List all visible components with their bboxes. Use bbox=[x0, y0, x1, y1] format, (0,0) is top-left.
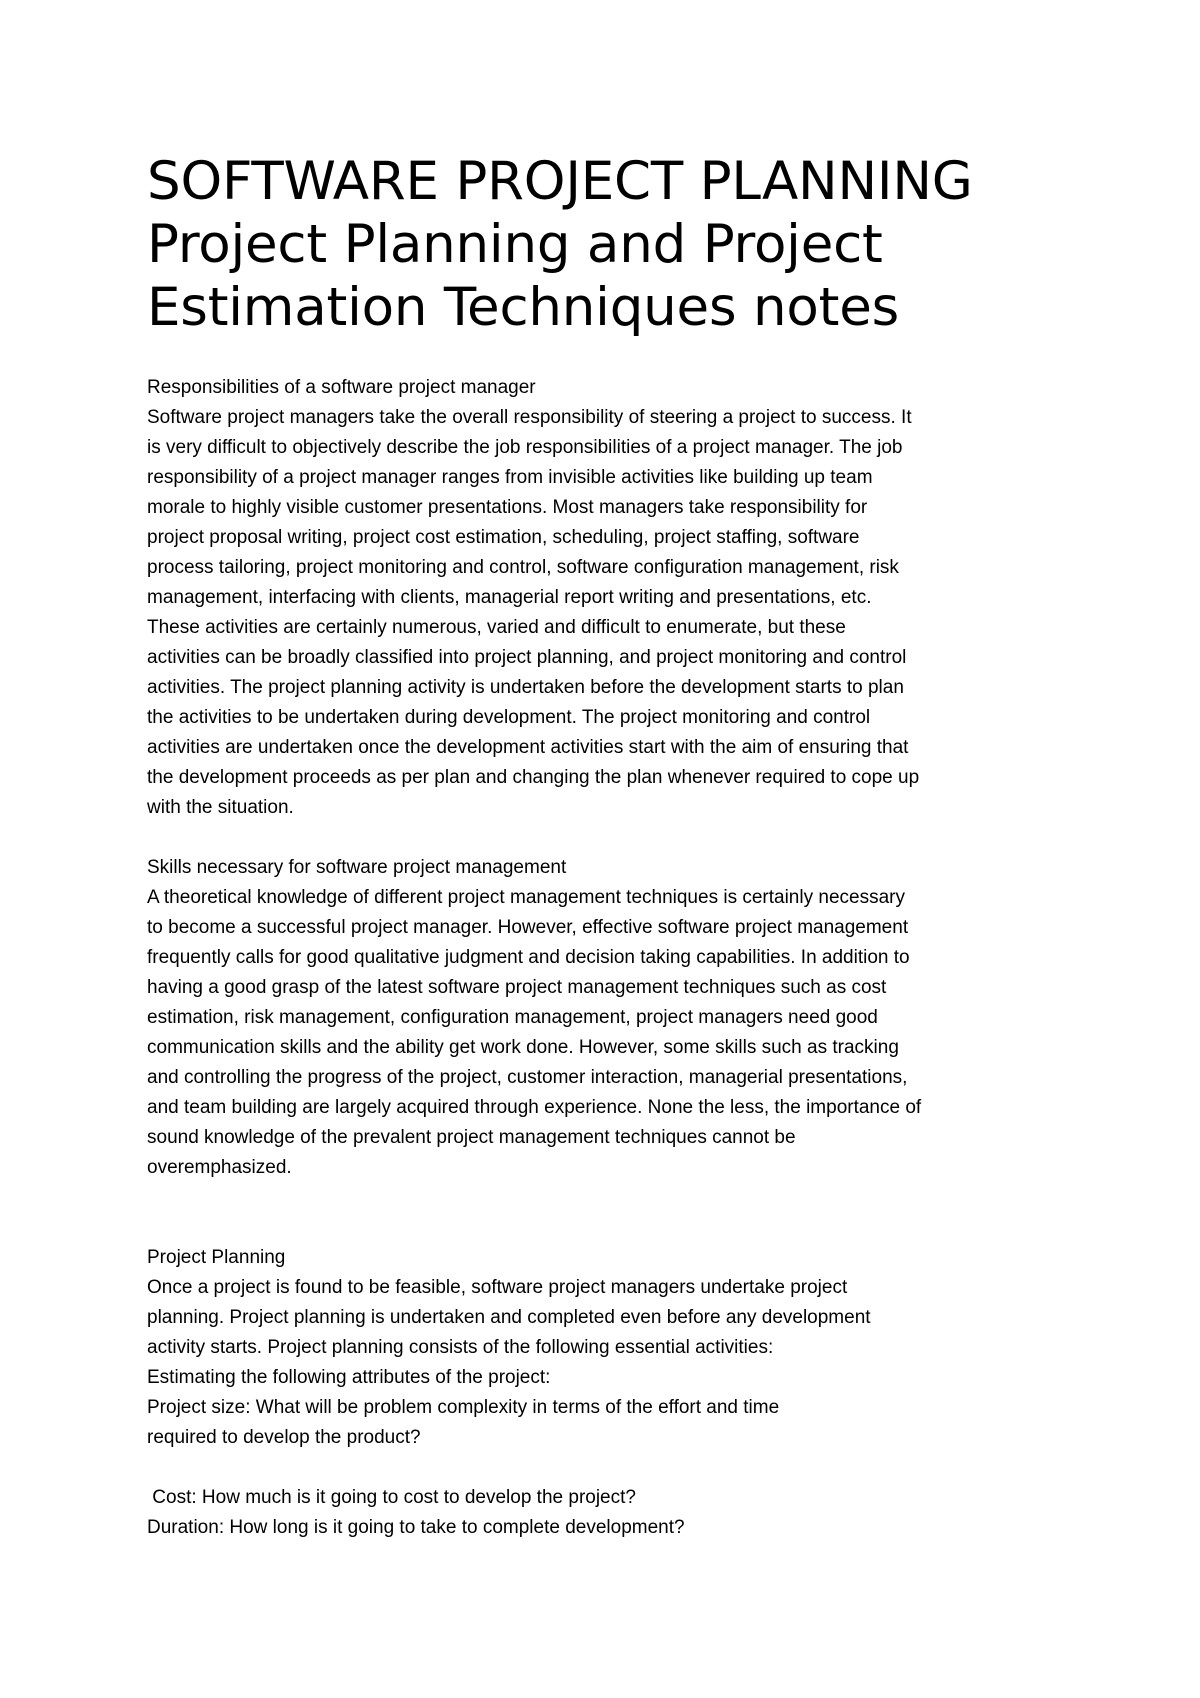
text-line: having a good grasp of the latest software project management techniques such as cost bbox=[147, 977, 887, 998]
text-line: to become a successful project manager. However, effective software project management bbox=[147, 917, 909, 938]
text-line: activities are undertaken once the development activities start with the aim of ensuring that bbox=[147, 737, 909, 758]
text-line: responsibility of a project manager ranges from invisible activities like building up team bbox=[147, 467, 873, 488]
text-line: process tailoring, project monitoring and control, software configuration management, risk bbox=[147, 557, 899, 578]
text-line: activities. The project planning activity is undertaken before the development starts to plan bbox=[147, 677, 904, 698]
title-line: Project Planning and Project bbox=[147, 214, 883, 275]
text-line: and team building are largely acquired through experience. None the less, the importance of bbox=[147, 1097, 922, 1118]
text-line: activity starts. Project planning consists of the following essential activities: bbox=[147, 1337, 774, 1358]
section-heading: Skills necessary for software project management bbox=[147, 857, 567, 878]
text-line: planning. Project planning is undertaken and completed even before any development bbox=[147, 1307, 871, 1328]
text-line: required to develop the product? bbox=[147, 1427, 421, 1448]
text-line: project proposal writing, project cost estimation, scheduling, project staffing, software bbox=[147, 527, 860, 548]
paragraph bbox=[147, 1273, 1067, 1453]
text-line: overemphasized. bbox=[147, 1157, 292, 1178]
section-heading: Project Planning bbox=[147, 1247, 286, 1268]
paragraph-spacer bbox=[147, 1183, 1067, 1243]
paragraph bbox=[147, 883, 1067, 1183]
text-line: A theoretical knowledge of different project management techniques is certainly necessary bbox=[147, 887, 905, 908]
text-line: morale to highly visible customer presentations. Most managers take responsibility for bbox=[147, 497, 868, 518]
title-line: Estimation Techniques notes bbox=[147, 277, 900, 338]
title-line: SOFTWARE PROJECT PLANNING bbox=[147, 151, 973, 212]
text-line: Project size: What will be problem complexity in terms of the effort and time bbox=[147, 1397, 780, 1418]
text-line: frequently calls for good qualitative judgment and decision taking capabilities. In addition to bbox=[147, 947, 910, 968]
paragraph bbox=[147, 403, 1067, 823]
document-content bbox=[147, 150, 1067, 1543]
text-line: Software project managers take the overall responsibility of steering a project to success. It bbox=[147, 407, 912, 428]
text-line: and controlling the progress of the project, customer interaction, managerial presentations, bbox=[147, 1067, 908, 1088]
paragraph bbox=[147, 1483, 1067, 1543]
text-line: the activities to be undertaken during development. The project monitoring and control bbox=[147, 707, 871, 728]
text-line: with the situation. bbox=[147, 797, 294, 818]
text-line: communication skills and the ability get work done. However, some skills such as tracking bbox=[147, 1037, 899, 1058]
section-heading: Responsibilities of a software project manager bbox=[147, 377, 536, 398]
paragraph-spacer bbox=[147, 823, 1067, 853]
text-line: estimation, risk management, configuration management, project managers need good bbox=[147, 1007, 878, 1028]
text-line: Duration: How long is it going to take to complete development? bbox=[147, 1517, 685, 1538]
text-line: management, interfacing with clients, managerial report writing and presentations, etc. bbox=[147, 587, 872, 608]
text-line: Once a project is found to be feasible, software project managers undertake project bbox=[147, 1277, 848, 1298]
text-line: is very difficult to objectively describe the job responsibilities of a project manager. The job bbox=[147, 437, 903, 458]
section-responsibilities bbox=[147, 373, 1067, 823]
document-title bbox=[147, 150, 1067, 339]
text-line: sound knowledge of the prevalent project management techniques cannot be bbox=[147, 1127, 796, 1148]
paragraph-spacer bbox=[147, 1453, 1067, 1483]
text-line: These activities are certainly numerous, varied and difficult to enumerate, but these bbox=[147, 617, 846, 638]
text-line: activities can be broadly classified into project planning, and project monitoring and control bbox=[147, 647, 907, 668]
text-line: the development proceeds as per plan and changing the plan whenever required to cope up bbox=[147, 767, 920, 788]
text-line: Estimating the following attributes of the project: bbox=[147, 1367, 551, 1388]
text-line: Cost: How much is it going to cost to develop the project? bbox=[147, 1487, 636, 1508]
section-skills bbox=[147, 853, 1067, 1183]
section-project-planning bbox=[147, 1243, 1067, 1543]
